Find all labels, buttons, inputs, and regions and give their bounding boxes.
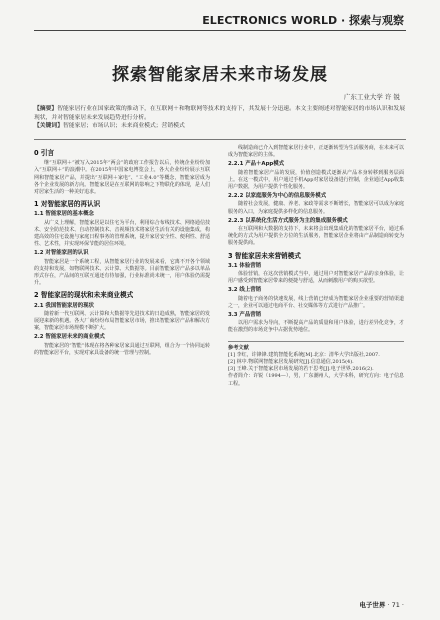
paragraph: 随着新一代互联网、云计算和大数据等先进技术的日趋成熟，智能家居的发展迎来新的机遇。各大厂商纷纷布局智能家居市场，推出智能家居产品和解决方案，智能家居市场规模不断扩大。 xyxy=(34,310,210,332)
paragraph: 随着智能家居产品的发展，价值创造模式逐渐从产品本身转移到服务层面上。在这一模式中，用户通过手机App对家居设备进行控制，企业通过App收集用户数据，为用户提供个性化服务。 xyxy=(228,169,404,191)
abstract-label: 【摘要】 xyxy=(34,106,58,112)
paragraph: 在互联网和大数据的支持下，未来将会出现集成化的智能家居平台，通过系统化的方式为用户提供全方位的生活服务，智能家居企业将由产品制造商转变为服务提供商。 xyxy=(228,226,404,247)
section-heading: 0 引言 xyxy=(34,149,55,157)
references xyxy=(228,341,404,388)
page-footer xyxy=(359,600,404,609)
section-heading: 2 智能家居的现状和未来商业模式 xyxy=(34,291,134,300)
paragraph: 随着电子商务的快速发展，线上营销已经成为智能家居企业重要的营销渠道之一，企业可以通过电商平台、社交媒体等方式进行产品推广。 xyxy=(228,295,404,309)
paragraph: 体验营销，在这次营销模式当中，通过用户对智能家居产品的亲身体验，让用户感受到智能家居带来的便捷与舒适，从而刺激用户的购买欲望。 xyxy=(228,271,404,285)
section-heading: 1 对智能家居的再认识 xyxy=(34,200,101,209)
keywords xyxy=(34,122,406,131)
section-heading: 3 智能家居未来营销模式 xyxy=(228,251,301,260)
article-title: 探索智能家居未来市场发展 xyxy=(112,65,328,85)
paragraph: 线制造商已介入到智能家居行业中，正逐渐转型为生活服务商，在未来可以成为智能家居的主体。 xyxy=(228,145,404,159)
paragraph: 继“互联网＋”被写入2015年“两会”的政府工作报告以后，传统企业纷纷加入“互联网＋”的浪潮中。在2015年中国家电博览会上，各大企业纷纷展示互联网和智能家居产品，并提出“互联网＋家电”、“工业4.0”等概念，智能家居成为各个企业发展的新方向。智能家居是在互联网的影响之下物联化的体现，是人们对居家生活的一种美好追求。 xyxy=(34,160,210,196)
abstract-rule xyxy=(34,139,406,140)
page-number: · 71 · xyxy=(387,601,404,609)
paragraph: 以用户需求为导向，不断提高产品的质量和用户体验，进行差异化竞争，才能在激烈的市场竞争中占据优势地位。 xyxy=(228,320,404,334)
abstract-text: 智能家居行业在国家政策的推动下，在互联网＋和物联网等技术的支持下，其发展十分迅速。本文主要阐述对智能家居的市场认识和发展现状，并对智能家居未来发展趋势进行分析。 xyxy=(34,106,406,121)
keywords-text: 智能家居；市场认识；未来商业模式；营销模式 xyxy=(63,123,185,129)
subsection-heading: 1.1 智能家居的基本概念 xyxy=(34,211,94,218)
abstract xyxy=(34,105,406,122)
subsection-heading: 3.1 体验营销 xyxy=(228,262,261,269)
keywords-label: 【关键词】 xyxy=(34,123,63,129)
footer-magazine: 电子世界 xyxy=(359,601,386,609)
subsection-heading: 2.2 智能家居未来的商业模式 xyxy=(34,334,105,341)
journal-header: ELECTRONICS WORLD · 探索与观察 xyxy=(202,14,404,27)
subsection-heading: 2.1 我国智能家居的现状 xyxy=(34,302,94,309)
references-title: 参考文献 xyxy=(228,344,249,351)
paragraph: 从广义上理解，智能家居是以住宅为平台，利用综合布线技术、网络通信技术、安全防范技术、自动控制技术、音视频技术将家居生活有关的设施集成，构建高效的住宅设施与家庭日程事务的管理系统，提升家居安全性、便利性、舒适性、艺术性，并实现环保节能的居住环境。 xyxy=(34,219,210,248)
subsection-heading: 1.2 对智能家居的认识 xyxy=(34,250,89,257)
reference-item: [2] 林中.物联网智能家居发展研究[J].信息通信,2015(4). xyxy=(228,359,354,366)
subsection-heading: 3.3 产品营销 xyxy=(228,312,261,319)
right-column xyxy=(228,145,404,388)
subsection-heading: 3.2 线上营销 xyxy=(228,287,261,294)
page-header xyxy=(0,0,440,34)
paragraph: 智能家居是一个系统工程，从智能家居行业的发展来看，它离不开各个领域的支持和发展，如物联网技术、云计算、大数据等。目前智能家居产品多以单品形式存在，产品间的互联互通还有待加强，行业标准尚未统一，用户体验仍需提升。 xyxy=(34,258,210,287)
reference-item: [1] 李红，许锋锋.建筑智能化系统[M].北京：清华大学出版社,2007. xyxy=(228,351,380,358)
paragraph: 随着社会发展，健康、养老、家政等需求不断增长，智能家居可以成为家庭服务的入口，为家庭提供多样化的信息服务。 xyxy=(228,201,404,215)
abstract-block xyxy=(34,105,406,131)
subsection-heading: 2.2.1 产品＋App模式 xyxy=(228,161,285,168)
reference-item: [3] 王峰.关于智能家居市场发展的若干思考[J].电子世界,2016(2). xyxy=(228,366,374,373)
subsection-heading: 2.2.3 以系统化生活方式服务为主的集成服务模式 xyxy=(228,217,348,224)
paragraph: 智能家居的“智能”体现在将各种家居家具通过互联网，组合为一个协同运转的智能家居平台，实现对家具设备的统一管理与控制。 xyxy=(34,342,210,356)
author-bio: 作者简介：许锐（1994—），男，广东潮州人，大学本科，研究方向：电子信息工程。 xyxy=(228,373,404,387)
subsection-heading: 2.2.2 以家庭服务为中心的信息服务模式 xyxy=(228,193,327,200)
header-rule xyxy=(34,30,406,31)
left-column xyxy=(34,145,210,357)
article-author: 广东工业大学 许 锐 xyxy=(343,93,400,101)
